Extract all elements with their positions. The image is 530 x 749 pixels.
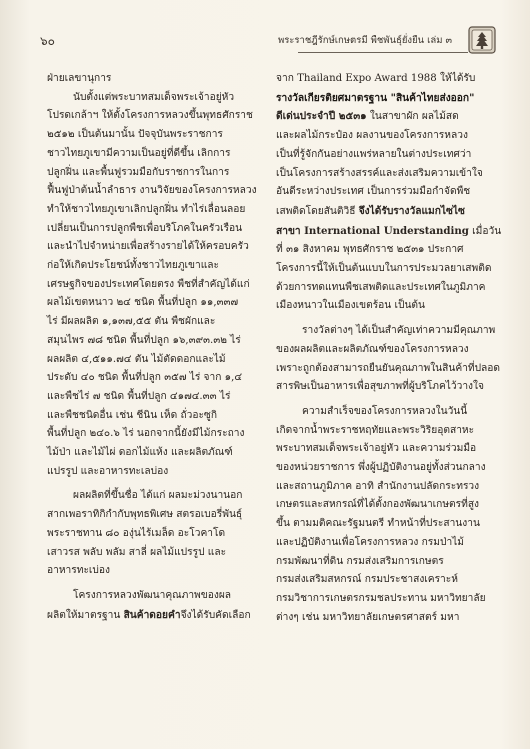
left-text-line: ผลิตให้มาตรฐาน สินค้าดอยคำจึงได้รับคัดเลือก: [47, 608, 251, 621]
right-column: [276, 70, 502, 627]
left-text-line: ประดับ ๔๐ ชนิด พื้นที่ปลูก ๓๕๗ ไร่ จาก ๑,๔: [47, 372, 243, 384]
left-text-line: ก่อให้เกิดประโยชน์ทั้งชาวไทยภูเขาและ: [47, 260, 219, 272]
left-text-line: ผลผลิต ๔,๕๑๑.๗๔ ตัน ไม้ตัดดอกและไม้: [47, 353, 226, 365]
running-title: พระราชฎีรักษ์เกษตรมี พืชพันธุ์ยั่งยืน เล่ม ๓: [277, 35, 452, 46]
left-text-line: เศรษฐกิจของประเทศโดยตรง พืชที่สำคัญได้แก่: [47, 278, 250, 290]
left-text-line: และพืชไร่ ๗ ชนิด พื้นที่ปลูก ๔๑๗๔.๓๓ ไร่: [47, 390, 231, 402]
right-text-line: โครงการนี้ให้เป็นต้นแบบในการประมวลยาเสพติด: [276, 263, 492, 275]
right-text-line: เกิดจากน้ำพระราชหฤทัยและพระวิริยอุตสาหะ: [276, 424, 475, 436]
header-rule: [298, 52, 468, 53]
right-text-line: เป็นที่รู้จักกันอย่างแพร่หลายในต่างประเทศว่า: [276, 148, 472, 160]
right-text-line: ที่ ๓๑ สิงหาคม พุทธศักราช ๒๕๓๑ ประกาศ: [276, 244, 464, 256]
left-text-line: เสาวรส พลับ พลัม สาลี่ ผลไม้แปรรูป และ: [47, 546, 227, 558]
right-text-line: และปฏิบัติงานเพื่อโครงการหลวง กรมป่าไม้: [276, 536, 465, 548]
right-text-line: กรมวิชาการเกษตรกรมชลประทาน มหาวิทยาลัย: [276, 592, 486, 604]
right-text-line: เมืองหนาวในเมืองเขตร้อน เป็นต้น: [276, 300, 425, 312]
right-text-line: และผลไม้กระป๋อง ผลงานของโครงการหลวง: [276, 130, 468, 142]
left-text-line: ๒๕๑๒ เป็นต้นมานั้น ปัจจุบันพระราชการ: [47, 129, 223, 141]
right-text-line: ความสำเร็จของโครงการหลวงในวันนี้: [302, 405, 468, 417]
right-text-line: ด้วยการทดแทนพืชเสพติดและประเทศในภูมิภาค: [276, 281, 486, 293]
right-text-line: ดีเด่นประจำปี ๒๕๓๑ ในสาขาผัก ผลไม้สด: [276, 110, 459, 123]
royal-project-emblem-icon: [468, 26, 496, 54]
page-number: ๖๐: [40, 34, 55, 48]
left-text-line: ผลผลิตที่ขึ้นชื่อ ได้แก่ ผลมะม่วงนานอก: [73, 490, 243, 502]
right-text-line: ต่างๆ เช่น มหาวิทยาลัยเกษตรศาสตร์ มหา: [276, 611, 460, 623]
right-text-line: เกษตรและสหกรณ์ที่ได้ตั้งกองพัฒนาเกษตรที่สูง: [276, 499, 480, 511]
right-text-line: กรมส่งเสริมสหกรณ์ กรมประชาสงเคราะห์: [276, 574, 458, 586]
left-text-line: และพืชชนิดอื่น เช่น ชีนิน เห็ด ถั่วอะซูกิ: [47, 409, 218, 421]
right-text-line: สารพิษเป็นอาหารเพื่อสุขภาพที่ผู้บริโภคไว้วางใจ: [276, 381, 484, 393]
right-text-line: อันดีระหว่างประเทศ เป็นการร่วมมือกำจัดพืช: [276, 186, 471, 198]
right-text-line: เป็นโครงการสร้างสรรค์และส่งเสริมความเข้าใจ: [276, 167, 483, 179]
page-header: [40, 30, 496, 54]
left-text-line: สากเพอราทิกิกำกับพุทธพิเศษ สตรอเบอรี่พันธุ์: [47, 509, 243, 521]
left-text-line: ฟื้นฟูป่าต้นน้ำลำธาร งานวิจัยของโครงการหลวง: [47, 185, 257, 197]
left-text-line: ผลไม้เขตหนาว ๒๔ ชนิด พื้นที่ปลูก ๑๑,๓๓๗: [47, 297, 239, 309]
left-text-line: ไม้ป่า และไม้ไผ่ ดอกไม้แห้ง และผลิตภัณฑ์: [47, 447, 233, 459]
left-text-line: และนำไปจำหน่ายเพื่อสร้างรายได้ให้ครอบครัว: [47, 241, 249, 253]
left-text-line: ชาวไทยภูเขามีความเป็นอยู่ที่ดีขึ้น เลิกการ: [47, 147, 231, 159]
left-text-line: นับตั้งแต่พระบาทสมเด็จพระเจ้าอยู่หัว: [73, 91, 235, 103]
right-text-line: เสพติดโดยสันติวิธี จึงได้รับรางวัลแมกไซไซ: [276, 204, 465, 217]
right-text-line: รางวัลต่างๆ ได้เป็นสำคัญเท่าความมีคุณภาพ: [302, 325, 496, 337]
left-text-line: อาหารทะเบ่อง: [47, 565, 110, 577]
left-text-line: เปลี่ยนเป็นการปลูกพืชเพื่อบริโภคในครัวเรือน: [47, 222, 243, 234]
right-text-line: กรมพัฒนาที่ดิน กรมส่งเสริมการเกษตร: [276, 555, 444, 567]
right-text-line: เพราะถูกต้องสามารถยืนยันคุณภาพในสินค้าที่ปลอด: [276, 362, 501, 374]
right-text-line: รางวัลเกียรติยศมาตรฐาน "สินค้าไทยส่งออก": [276, 91, 475, 104]
left-text-line: แปรรูป และอาหารทะเลบ่อง: [47, 465, 169, 477]
right-text-line: และสถานภูมิภาค อาทิ สำนักงานปลัดกระทรวง: [276, 480, 480, 492]
right-text-line: ของหน่วยราชการ พึ่งผู้ปฏิบัติงานอยู่ทั้งส่วนกลาง: [276, 462, 486, 474]
left-text-line: ฝ่ายเลขานุการ: [47, 73, 112, 84]
right-text-line: จาก Thailand Expo Award 1988 ให้ได้รับ: [276, 73, 476, 84]
left-text-line: ไร่ มีผลผลิต ๑,๑๓๗,๕๕ ตัน พืชผักและ: [47, 316, 216, 328]
right-text-line: สาขา International Understanding เมื่อวัน: [276, 224, 502, 237]
left-text-line: โครงการหลวงพัฒนาคุณภาพของผล: [73, 589, 232, 601]
left-text-line: โปรดเกล้าฯ ให้ตั้งโครงการหลวงขึ้นพุทธศักราช: [47, 110, 253, 122]
left-text-line: ทำให้ชาวไทยภูเขาเลิกปลูกฝิ่น ทำไร่เลื่อนลอย: [47, 203, 246, 215]
left-text-line: พระราชทาน ๘๐ องุ่นไร้เมล็ด อะโวคาโด: [47, 527, 226, 539]
left-text-line: สมุนไพร ๗๘ ชนิด พื้นที่ปลูก ๑๖,๓๙๓.๓๒ ไร่: [47, 334, 241, 346]
left-text-line: พื้นที่ปลูก ๒๔๐.๖ ไร่ นอกจากนี้ยังมีไม้กระถาง: [47, 428, 245, 440]
left-text-line: ปลูกฝิ่น และพื้นฟูรวมมือกับราชการในการ: [47, 166, 230, 178]
right-text-line: พระบาทสมเด็จพระเจ้าอยู่หัว และความร่วมมือ: [276, 443, 477, 455]
left-column: [47, 70, 259, 625]
right-text-line: ของผลผลิตและผลิตภัณฑ์ของโครงการหลวง: [276, 343, 469, 355]
right-text-line: ขึ้น ตามมติคณะรัฐมนตรี ทำหน้าที่ประสานงาน: [276, 518, 480, 530]
